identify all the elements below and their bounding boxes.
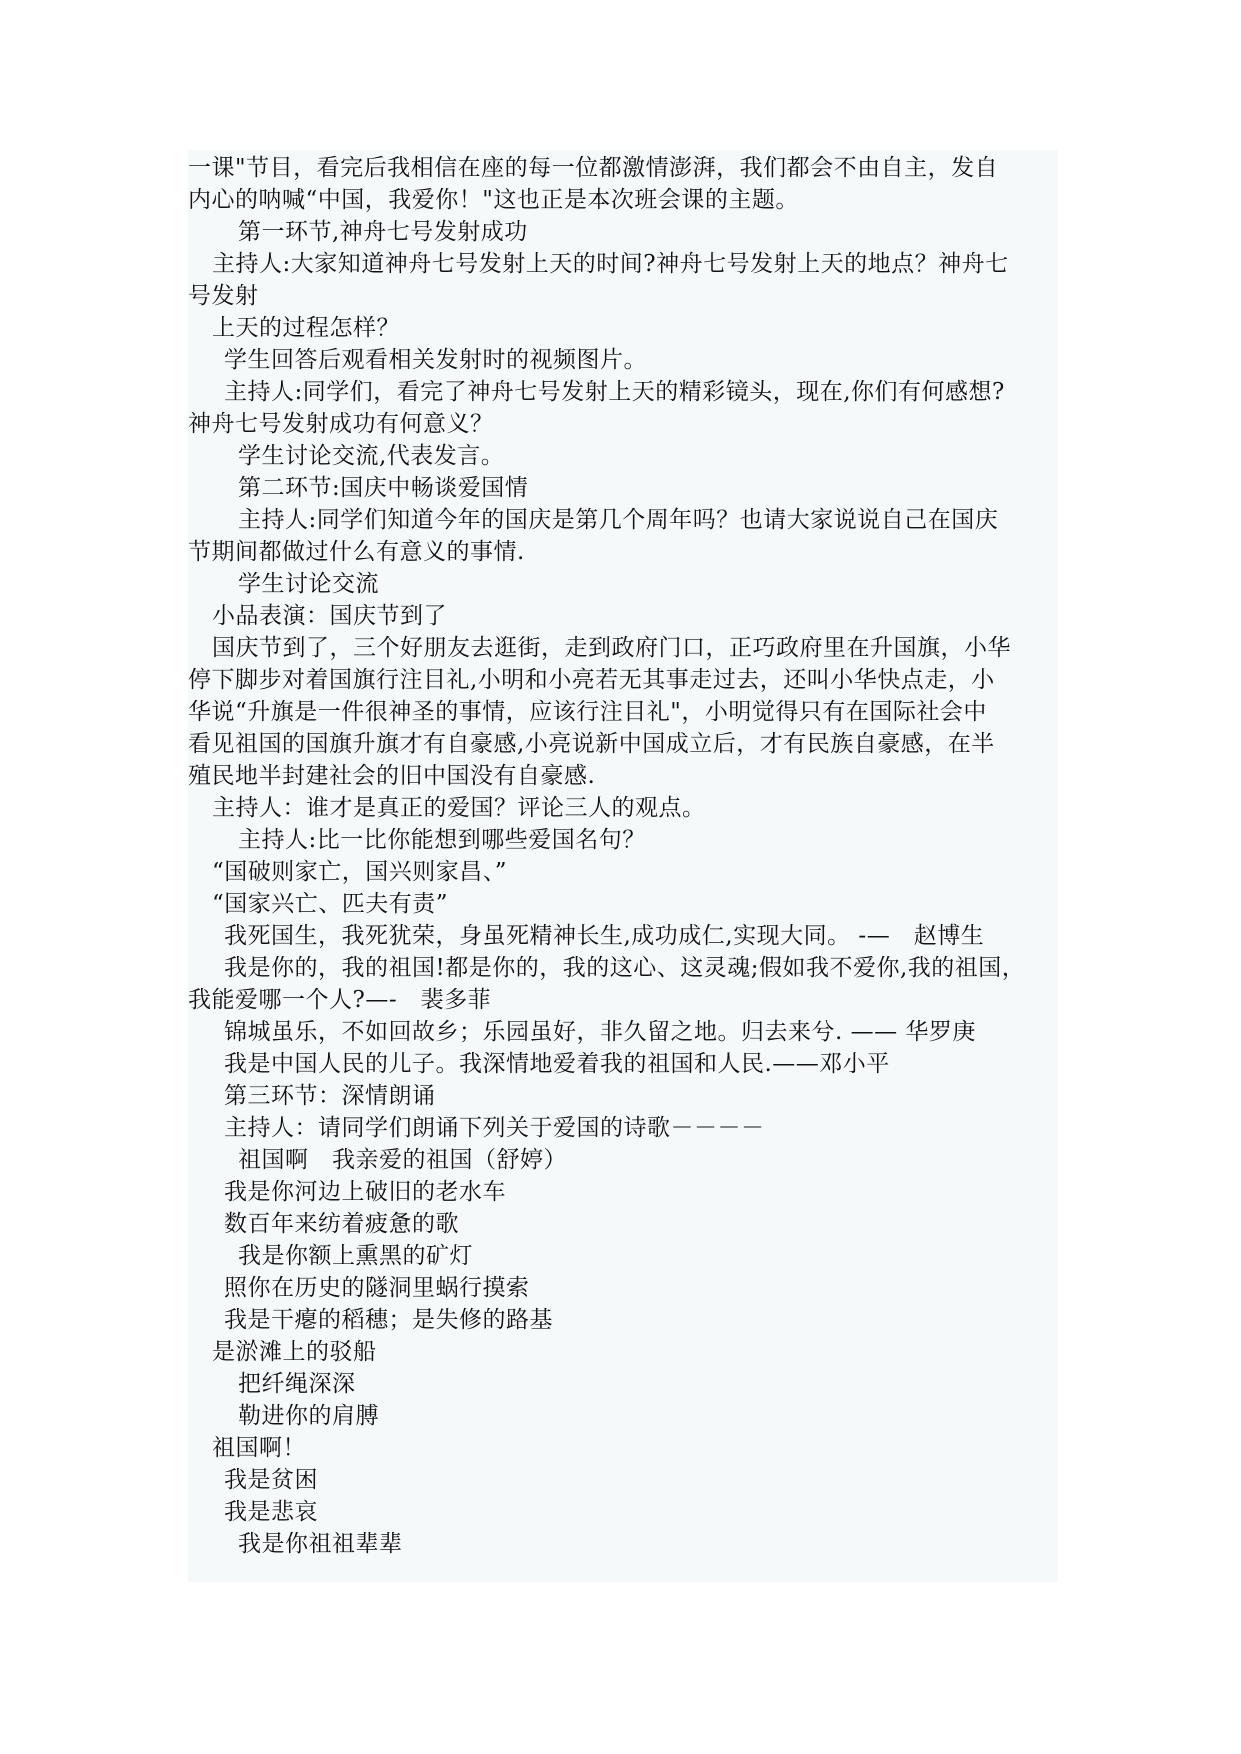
document-text-block	[188, 150, 1058, 1582]
text-line: 主持人：请同学们朗诵下列关于爱国的诗歌－－－－	[224, 1115, 765, 1141]
text-line: 主持人:大家知道神舟七号发射上天的时间?神舟七号发射上天的地点？神舟七	[212, 251, 1009, 277]
text-line: 主持人:同学们，看完了神舟七号发射上天的精彩镜头，现在,你们有何感想?	[224, 379, 1005, 405]
poem-line: 我是你河边上破旧的老水车	[224, 1179, 506, 1205]
quote-line: 我是你的，我的祖国!都是你的，我的这心、这灵魂;假如我不爱你,我的祖国，	[224, 955, 1026, 981]
poem-line: 我是贫困	[224, 1467, 318, 1493]
quote-line: 我是中国人民的儿子。我深情地爱着我的祖国和人民.——邓小平	[224, 1051, 890, 1077]
text-line: 一课"节目，看完后我相信在座的每一位都激情澎湃，我们都会不由自主，发自	[188, 155, 999, 181]
text-line: 神舟七号发射成功有何意义？	[188, 411, 494, 437]
poem-title: 祖国啊 我亲爱的祖国（舒婷）	[238, 1147, 567, 1173]
section-heading: 第三环节：深情朗诵	[224, 1083, 436, 1109]
text-line: 主持人：谁才是真正的爱国？评论三人的观点。	[212, 795, 706, 821]
text-line: 学生回答后观看相关发射时的视频图片。	[224, 347, 647, 373]
text-line: 主持人:比一比你能想到哪些爱国名句？	[238, 827, 646, 853]
poem-line: 勒进你的肩膊	[238, 1403, 379, 1429]
poem-line: 我是干瘪的稻穗；是失修的路基	[224, 1307, 553, 1333]
text-line: 国庆节到了，三个好朋友去逛街，走到政府门口，正巧政府里在升国旗，小华	[212, 635, 1011, 661]
poem-line: 我是你祖祖辈辈	[238, 1531, 403, 1557]
poem-line: 我是你额上熏黑的矿灯	[238, 1243, 473, 1269]
quote-line: 我死国生，我死犹荣，身虽死精神长生,成功成仁,实现大同。 -— 赵博生	[224, 923, 985, 949]
text-line: 节期间都做过什么有意义的事情.	[188, 539, 525, 565]
text-line: 殖民地半封建社会的旧中国没有自豪感.	[188, 763, 596, 789]
text-line: 号发射	[188, 283, 259, 309]
poem-line: 我是悲哀	[224, 1499, 318, 1525]
poem-line: 祖国啊！	[212, 1435, 306, 1461]
text-line: 上天的过程怎样？	[212, 315, 400, 341]
quote-line: 我能爱哪一个人?—- 裴多菲	[188, 987, 492, 1013]
text-line: 停下脚步对着国旗行注目礼,小明和小亮若无其事走过去，还叫小华快点走，小	[188, 667, 995, 693]
quote-line: “国破则家亡，国兴则家昌、”	[212, 859, 508, 885]
section-heading: 第一环节,神舟七号发射成功	[238, 219, 528, 245]
text-line: 主持人:同学们知道今年的国庆是第几个周年吗？也请大家说说自己在国庆	[238, 507, 999, 533]
section-heading: 第二环节:国庆中畅谈爱国情	[238, 475, 529, 501]
poem-line: 照你在历史的隧洞里蜗行摸索	[224, 1275, 530, 1301]
quote-line: “国家兴亡、匹夫有责”	[212, 891, 449, 917]
text-line: 学生讨论交流	[238, 571, 379, 597]
quote-line: 锦城虽乐，不如回故乡；乐园虽好，非久留之地。归去来兮. —— 华罗庚	[224, 1019, 976, 1045]
poem-line: 把纤绳深深	[238, 1371, 356, 1397]
text-line: 内心的呐喊“中国，我爱你！"这也正是本次班会课的主题。	[188, 187, 799, 213]
text-line: 华说“升旗是一件很神圣的事情，应该行注目礼"，小明觉得只有在国际社会中	[188, 699, 987, 725]
text-line: 学生讨论交流,代表发言。	[238, 443, 505, 469]
text-line: 小品表演：国庆节到了	[212, 603, 447, 629]
poem-line: 是淤滩上的驳船	[212, 1339, 377, 1365]
text-line: 看见祖国的国旗升旗才有自豪感,小亮说新中国成立后，才有民族自豪感，在半	[188, 731, 995, 757]
poem-line: 数百年来纺着疲惫的歌	[224, 1211, 459, 1237]
